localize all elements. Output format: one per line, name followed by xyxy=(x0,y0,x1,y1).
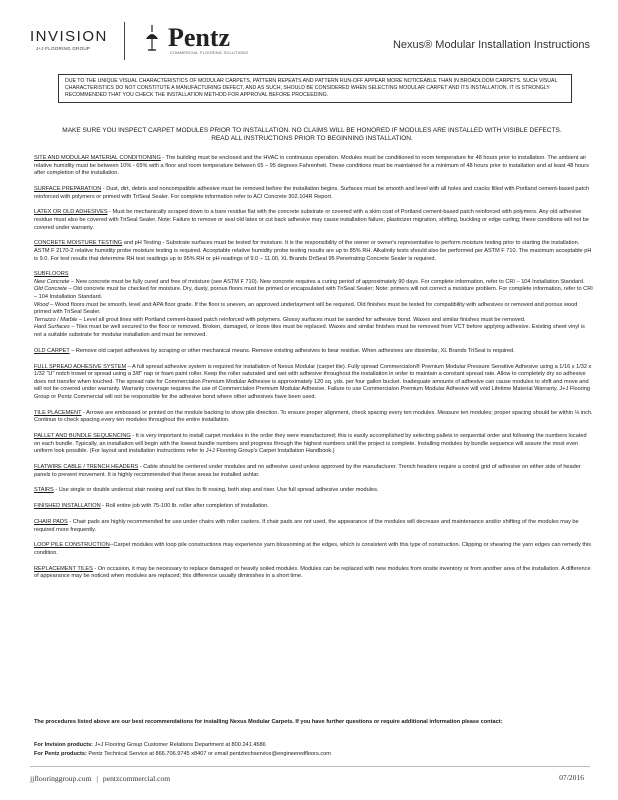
section-text: - Cable should be centered under modules and no adhesive used unless approved by the manufacturer. Trench headers require a control grid of adhesive on either side of header panels to prevent movement. It is highly recommended that these areas be installed ashlar. xyxy=(34,464,581,478)
subfloor-text: – Wood floors must be smooth, level and APA floor grade. If the floor is uneven, an approved underlayment will be required. Old finishes must be tested for compatibility with adhesives or removed and porous wood primed with TriSeal Sealer. xyxy=(34,301,578,316)
section-chair-pads xyxy=(34,519,594,534)
pentz-lamp-icon xyxy=(143,23,161,53)
section-text: – A full spread adhesive system is required for installation of Nexus Modular (carpet tile). Fully spread Commercialon® Premium Modular Pressure Sensitive Adhesive using a 1/16 x 1/32 x 1/32 "U" notch trowel or spread using a 3/8" nap or foam paint roller. Keep the roller saturated and wet with adhesive throughout the installation in order to maintain a constant spread rate. Allow to completely dry so adhesive does not transfer when touched. The spread rate for Commercialon Premium Modular Adhesive is approximately 120 sq. yds. per four gallon bucket. Inadequate amounts of adhesive can cause modules to shift and move and will not be covered under warranty. Warranty coverage requires the use of Commercialon Premium Modular Adhesive. Failure to use Commercialon Premium Modular Adhesive will void Lifetime Material Warranty. J+J Flooring Group or Pentz Commercial will not be responsible for the adhesive bond where other adhesives have been used. xyxy=(34,363,592,400)
section-heading: LOOP PILE CONSTRUCTION xyxy=(34,542,110,549)
page-header xyxy=(0,0,618,64)
contact-label: For Invision products: xyxy=(34,742,94,748)
document-title: Nexus® Modular Installation Instructions xyxy=(392,39,590,51)
section-text: - Must be mechanically scraped down to a bare residue flat with the concrete substrate or covered with a skim coat of Portland cement-based patch reinforced with polymers. Any old adhesive residue must also be covered with TriSeal Sealer. Note: Failure to remove or seal old latex or cut back adhesive may cause installation failure, plasticizer migration, shifting, buckling or edge curling; these conditions will not be covered under warranty. xyxy=(34,209,589,231)
section-pallet-sequencing xyxy=(34,433,594,456)
footer-separator: | xyxy=(96,774,98,783)
section-heading: TILE PLACEMENT xyxy=(34,409,82,416)
subfloor-label: New Concrete xyxy=(34,278,70,285)
warning-line-2: READ ALL INSTRUCTIONS PRIOR TO BEGINNING INSTALLATION. xyxy=(211,135,413,143)
instructions-body xyxy=(34,155,594,589)
warning-line-1: MAKE SURE YOU INSPECT CARPET MODULES PRIOR TO INSTALLATION. NO CLAIMS WILL BE HONORED IF MODULES ARE INSTALLED WITH VISIBLE DEFECTS. xyxy=(62,127,562,134)
section-latex-old-adhesives xyxy=(34,209,594,232)
section-text: – Remove old carpet adhesives by scraping or other mechanical means. Remove existing adhesives to bear residue. When adhesives are dissimilar, XL Brands TriSeal is required. xyxy=(69,347,515,354)
section-text: - On occasion, it may be necessary to replace damaged or heavily soiled modules. Modules can be replaced with new modules from onsite inventory or from another area of the installation. A difference of appearance may be noticed when modules are replaced; this difference usually diminishes in a short time. xyxy=(34,565,591,580)
section-flatwire-trench xyxy=(34,464,594,479)
contact-text: Pentz Technical Service at 866.706.9745 x8407 or email pentztechservice@engineeredfloors.com xyxy=(86,751,331,757)
section-text: - It is very important to install carpet modules in the order they were manufactured; this is easily accomplished by selecting pallets in sequential order and following the numbers located on each bundle. Typically, an installation will begin with the lowest bundle numbers and progress through the highest numbers until the project is complete. Installing modules by bundle sequence will assure the most even uniform look possible. (For layout and installation instructions refer to J+J Flooring Group's Carpet Installation Handbook.) xyxy=(34,433,587,455)
invision-logo-name: INVISION xyxy=(30,28,108,45)
section-finished-installation xyxy=(34,503,594,511)
closing-text: The procedures listed above are our best recommendations for installing Nexus Modular Carpets. If you have further questions or require additional information please contact: xyxy=(34,719,503,725)
invision-logo-sub: J+J FLOORING GROUP xyxy=(35,46,91,51)
invision-logo xyxy=(30,28,108,51)
section-moisture-testing xyxy=(34,240,594,263)
section-heading: LATEX OR OLD ADHESIVES xyxy=(34,209,108,216)
section-heading: OLD CARPET xyxy=(34,347,70,354)
section-text: and pH Testing - Substrate surfaces must be tested for moisture. It is the responsibility of the owner or owner's representative to perform moisture testing prior to starting the installation. ASTM F 2170-2 relative humidity probe moisture testing is required. Acceptable relative humidity probe testing results are up to 85% RH. Alkalinity tests should also be performed per ASTM F 710. The maximum acceptable pH is 9.0. For test results that determine RH test readings up to 95% RH or pH readings of 9.0 – 11.00, XL Brands DriSeal 95 Penetrating Concrete Sealer is required. xyxy=(34,240,592,262)
section-heading: PALLET AND BUNDLE SEQUENCING xyxy=(34,433,131,440)
section-text: - Arrows are embossed or printed on the module backing to show pile direction. To ensure proper alignment, check spacing every ten modules. Measure ten modules; proper spacing should be within ⅛ inch. Continue to check spacing every ten modules throughout the entire installation. xyxy=(34,409,593,424)
section-heading: SURFACE PREPARATION xyxy=(34,185,102,192)
subfloor-item xyxy=(34,286,594,301)
subfloor-label: Old Concrete xyxy=(34,286,67,293)
section-tile-placement xyxy=(34,410,594,425)
subfloor-label: Terrazzo / Marble xyxy=(34,316,78,323)
subfloor-item xyxy=(34,324,594,339)
section-heading: CONCRETE MOISTURE TESTING xyxy=(34,240,123,247)
section-text: - Roll entire job with 75-100 lb. roller after completion of installation. xyxy=(100,503,269,510)
section-heading: REPLACEMENT TILES xyxy=(34,565,93,572)
footer-date: 07/2016 xyxy=(559,773,584,782)
subfloor-text: – Old concrete must be checked for moisture. Dry, dusty, porous floors must be primed or encapsulated with TriSeal Sealer; Note: primers will not correct a moisture problem. For complete information, refer to CRI – 104 Installation Standard. xyxy=(34,286,593,301)
contact-pentz xyxy=(34,751,594,759)
subfloor-item xyxy=(34,279,594,287)
section-text: - Dust, dirt, debris and noncompatible adhesive must be removed before the installation begins. Surfaces must be smooth and level with all holes and cracks filled with Portland cement-based patch reinforced with polymers or primed with TriSeal Sealer. For complete information refer to ACI Concrete 302.104R Report. xyxy=(34,185,590,200)
contact-text: J+J Flooring Group Customer Relations Department at 800.241.4586 xyxy=(93,742,266,748)
section-heading: FULL SPREAD ADHESIVE SYSTEM xyxy=(34,363,127,370)
section-heading: SUBFLOORS xyxy=(34,271,69,278)
pentz-logo-name: Pentz xyxy=(168,23,231,52)
section-heading: SITE AND MODULAR MATERIAL CONDITIONING xyxy=(34,155,161,161)
subfloor-label: Wood xyxy=(34,301,49,308)
logo-divider xyxy=(124,22,125,60)
section-replacement-tiles xyxy=(34,566,594,581)
closing-statement xyxy=(34,719,594,727)
section-subfloors xyxy=(34,271,594,339)
footer-websites xyxy=(30,774,170,783)
section-stairs xyxy=(34,487,594,495)
footer-divider xyxy=(30,766,590,767)
section-loop-pile xyxy=(34,542,594,557)
footer-link-pentz[interactable]: pentzcommercial.com xyxy=(102,774,171,783)
pentz-logo-sub: COMMERCIAL FLOORING SOLUTIONS xyxy=(170,51,249,55)
section-text: - The building must be enclosed and the HVAC in continuous operation. Modules must be conditioned to room temperature for 48 hours prior to installation. The ambient air relative humidity must be between 10% - 65% with a floor and room temperature between 65 – 95 degrees Fahrenheit. These conditions must be maintained for a minimum of 48 hours prior to installation and at least 48 hours after completion of the installation. xyxy=(34,155,589,177)
contact-label: For Pentz products: xyxy=(34,751,87,757)
section-text: - Chair pads are highly recommended for use under chairs with roller casters. If chair pads are not used, the appearance of the modules will decrease and maintenance and/or shifting of the modules may be required more frequently. xyxy=(34,519,579,533)
section-heading: CHAIR PADS xyxy=(34,519,68,526)
section-surface-preparation xyxy=(34,186,594,201)
section-text: --Carpet modules with loop pile constructions may experience yarn blossoming at the edges, which is consistent with this type of construction. Clipping or shearing the yarn edges can remedy this condition. xyxy=(34,542,592,556)
subfloor-text: – Level all grout lines with Portland cement-based patch reinforced with polymers. Glossy surfaces must be sanded for adhesive bond. Waxes and similar finishes must be removed. xyxy=(77,316,526,323)
section-heading: STAIRS xyxy=(34,487,54,494)
subfloor-text: – New concrete must be fully cured and free of moisture (see ASTM F 710). New concrete requires a curing period of approximately 90 days. For complete information, refer to CRI – 104 Installation Standard. xyxy=(69,278,585,285)
inspection-warning xyxy=(34,127,590,143)
subfloor-label: Hard Surfaces xyxy=(34,324,70,331)
subfloor-text: – Tiles must be well secured to the floor or removed. Broken, damaged, or loose tiles must be replaced. Waxes and similar finishes must be removed from VCT before applying adhesive. Existing sheet vinyl is not a suitable substrate for modular installation and must be removed. xyxy=(34,324,585,339)
subfloor-item xyxy=(34,317,594,325)
section-site-conditioning xyxy=(34,155,594,178)
contact-invision xyxy=(34,742,594,750)
notice-box: DUE TO THE UNIQUE VISUAL CHARACTERISTICS OF MODULAR CARPETS, PATTERN REPEATS AND PATTERN RUN-OFF APPEAR MORE NOTICEABLE THAN IN BROADLOOM CARPETS. SUCH VISUAL CHARACTERISTICS DO NOT CONSTITUTE A MANUFACTURING DEFECT, AND AS SUCH, SHOULD BE CONSIDERED WHEN SELECTING MODULAR CARPET AND ITS INSTALLATION. IT IS STRONGLY RECOMMENDED THAT YOU CHECK THE INSTALLATION METHOD FOR APPROVAL BEFORE PROCEEDING. xyxy=(58,74,572,103)
section-text: - Use single or double undercut stair nosing and cut tiles to fit nosing, both step and riser. Use full spread adhesive under modules. xyxy=(53,487,379,494)
section-heading: FINISHED INSTALLATION xyxy=(34,503,101,510)
section-old-carpet xyxy=(34,348,594,356)
section-full-spread-adhesive xyxy=(34,364,594,402)
footer-link-jjflooring[interactable]: jjflooringgroup.com xyxy=(30,774,92,783)
section-heading: FLATWIRE CABLE / TRENCH HEADERS xyxy=(34,464,139,471)
subfloor-item xyxy=(34,302,594,317)
